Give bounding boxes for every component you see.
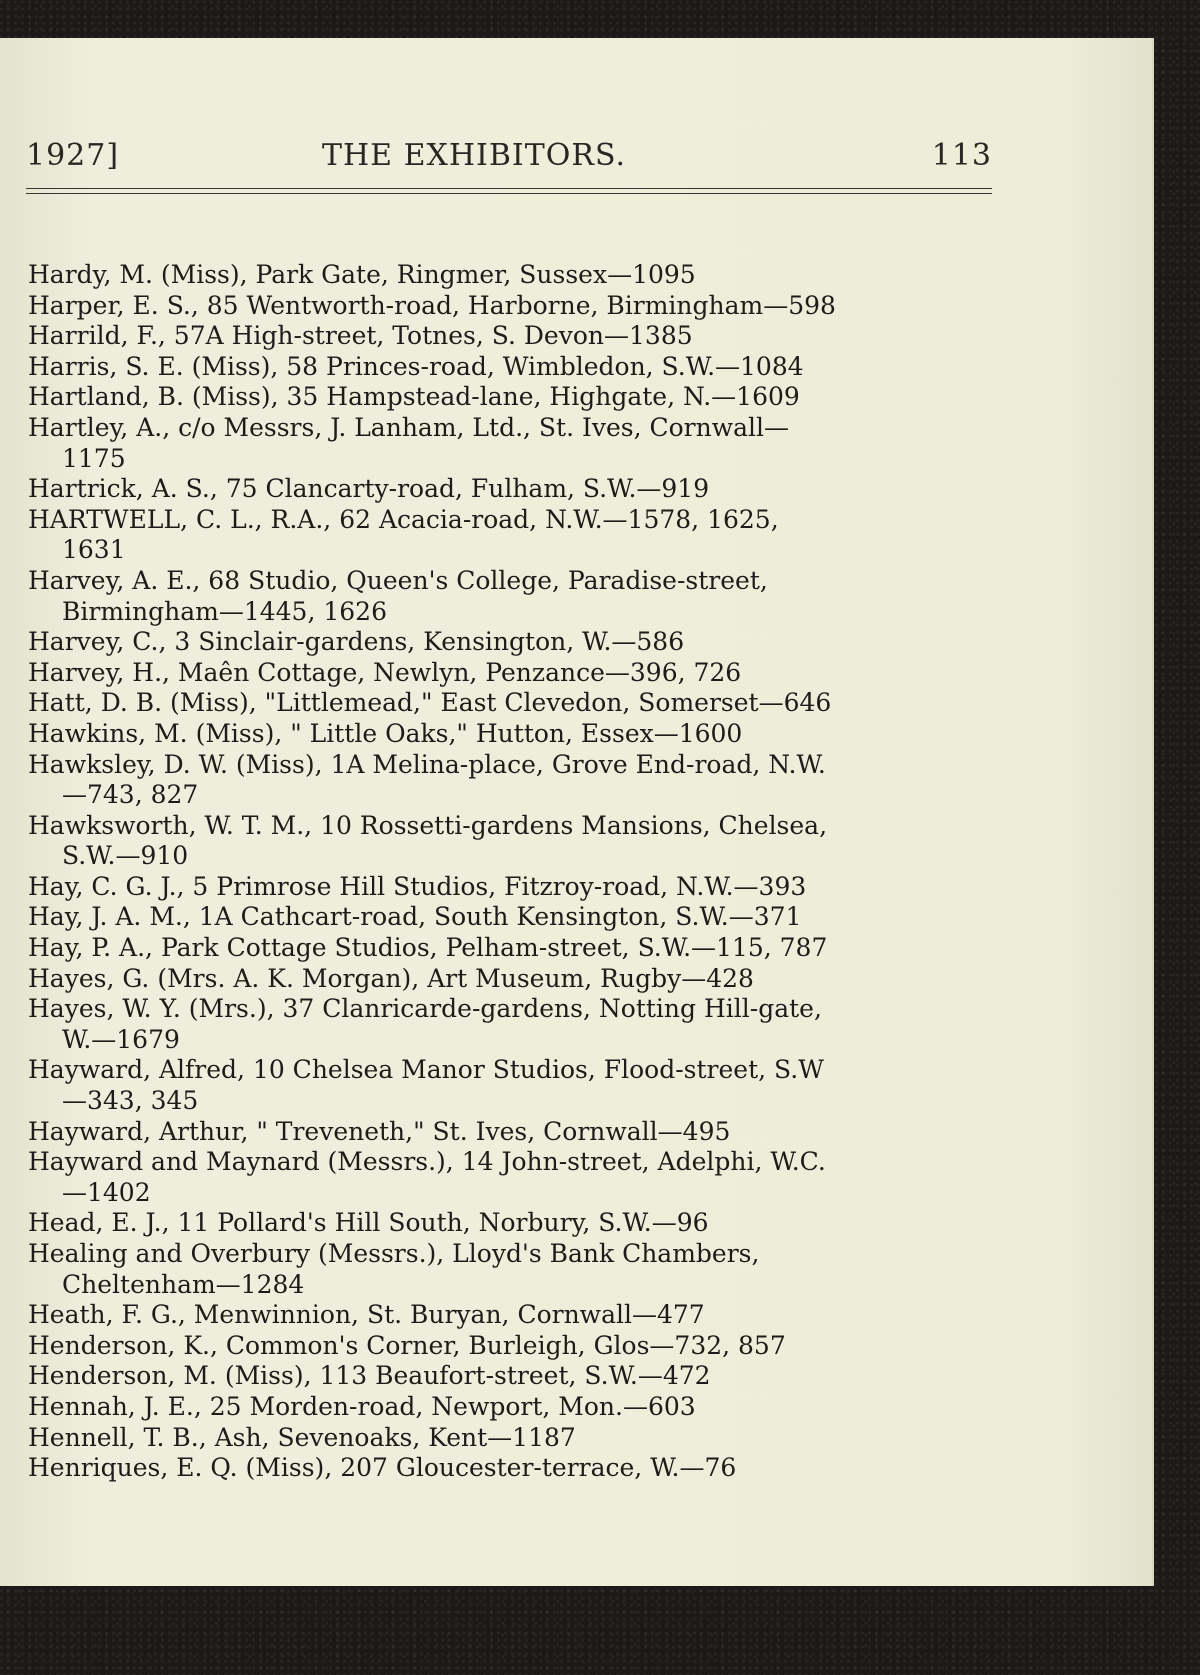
exhibitor-entry: Hartland, B. (Miss), 35 Hampstead-lane, Highgate, N.—1609 [28, 382, 800, 412]
running-head [26, 138, 992, 188]
exhibitor-entry: Hennell, T. B., Ash, Sevenoaks, Kent—1187 [28, 1422, 576, 1452]
exhibitor-entry: Harper, E. S., 85 Wentworth-road, Harborne, Birmingham—598 [28, 290, 836, 320]
page-title: THE EXHIBITORS. [322, 138, 626, 173]
page-number: 113 [931, 138, 992, 173]
exhibitor-entry: Healing and Overbury (Messrs.), Lloyd's Bank Chambers, Cheltenham—1284 [28, 1239, 760, 1299]
exhibitor-entry: Hartley, A., c/o Messrs, J. Lanham, Ltd., St. Ives, Cornwall— 1175 [28, 412, 790, 473]
exhibitor-entry: Hartrick, A. S., 75 Clancarty-road, Fulham, S.W.—919 [28, 474, 710, 504]
exhibitor-entry: Hay, C. G. J., 5 Primrose Hill Studios, Fitzroy-road, N.W.—393 [28, 871, 807, 901]
exhibitor-entry: Hardy, M. (Miss), Park Gate, Ringmer, Sussex—1095 [28, 260, 696, 289]
exhibitor-entry: Harrild, F., 57A High-street, Totnes, S. Devon—1385 [28, 321, 693, 351]
exhibitor-entry: Harris, S. E. (Miss), 58 Princes-road, Wimbledon, S.W.—1084 [28, 351, 804, 381]
exhibitor-entry: Henderson, K., Common's Corner, Burleigh, Glos—732, 857 [28, 1330, 786, 1360]
exhibitor-entry: Hawkins, M. (Miss), " Little Oaks," Hutton, Essex—1600 [28, 718, 743, 748]
exhibitor-entry: Hayes, G. (Mrs. A. K. Morgan), Art Museum, Rugby—428 [28, 963, 754, 993]
exhibitor-entry: Harvey, C., 3 Sinclair-gardens, Kensington, W.—586 [28, 627, 685, 657]
exhibitor-entry: Henriques, E. Q. (Miss), 207 Gloucester-terrace, W.—76 [28, 1453, 737, 1483]
book-page [0, 38, 1152, 1586]
exhibitor-entry: Henderson, M. (Miss), 113 Beaufort-street, S.W.—472 [28, 1361, 711, 1391]
exhibitor-entry: Hay, J. A. M., 1A Cathcart-road, South Kensington, S.W.—371 [28, 902, 802, 932]
exhibitor-entry: Hayward, Arthur, " Treveneth," St. Ives, Cornwall—495 [28, 1116, 731, 1146]
exhibitor-entry: Heath, F. G., Menwinnion, St. Buryan, Cornwall—477 [28, 1300, 705, 1330]
exhibitor-entry: Hennah, J. E., 25 Morden-road, Newport, Mon.—603 [28, 1391, 696, 1421]
exhibitor-list [28, 260, 1004, 1484]
exhibitor-entry: Hay, P. A., Park Cottage Studios, Pelham-street, S.W.—115, 787 [28, 933, 828, 963]
exhibitor-entry: Head, E. J., 11 Pollard's Hill South, Norbury, S.W.—96 [28, 1208, 709, 1238]
header-rule-bottom [26, 193, 992, 194]
exhibitor-entry: Harvey, A. E., 68 Studio, Queen's College, Paradise-street, Birmingham—1445, 1626 [28, 565, 768, 626]
exhibitor-entry: Hayward and Maynard (Messrs.), 14 John-street, Adelphi, W.C. —1402 [28, 1147, 826, 1207]
exhibitor-entry: Hatt, D. B. (Miss), "Littlemead," East Clevedon, Somerset—646 [28, 688, 832, 718]
exhibitor-entry: Hawksley, D. W. (Miss), 1A Melina-place, Grove End-road, N.W. —743, 827 [28, 749, 826, 810]
exhibitor-entry: Hayward, Alfred, 10 Chelsea Manor Studios, Flood-street, S.W —343, 345 [28, 1055, 824, 1116]
header-year: 1927] [26, 138, 120, 173]
exhibitor-entry: Hawksworth, W. T. M., 10 Rossetti-gardens Mansions, Chelsea, S.W.—910 [28, 810, 828, 871]
exhibitor-entry: HARTWELL, C. L., R.A., 62 Acacia-road, N.W.—1578, 1625, 1631 [28, 504, 779, 565]
exhibitor-entry: Hayes, W. Y. (Mrs.), 37 Clanricarde-gardens, Notting Hill-gate, W.—1679 [28, 994, 822, 1054]
exhibitor-entry: Harvey, H., Maên Cottage, Newlyn, Penzance—396, 726 [28, 657, 742, 687]
header-rule-top [26, 188, 992, 189]
